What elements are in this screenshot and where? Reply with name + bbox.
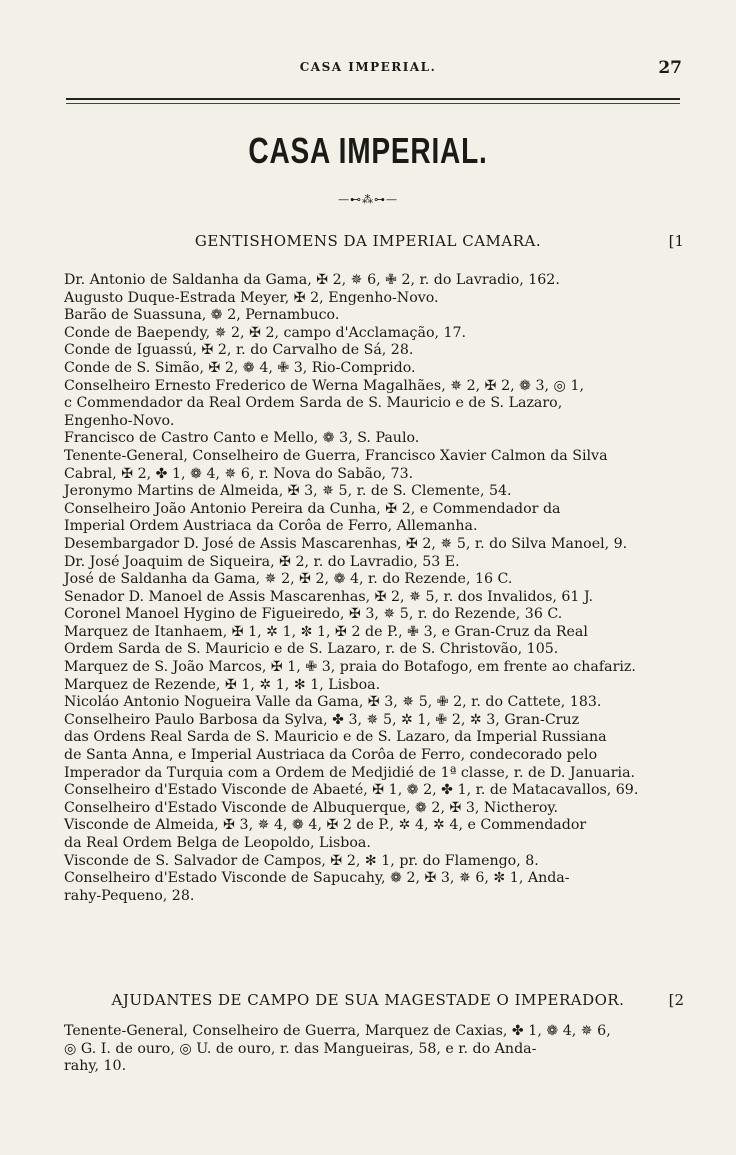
- list-item: [64, 483, 696, 501]
- entry-line: Conde de Baependy, ✵ 2, ✠ 2, campo d'Acclamação, 17.: [64, 324, 467, 341]
- entry-line: Augusto Duque-Estrada Meyer, ✠ 2, Engenho-Novo.: [64, 289, 439, 306]
- list-item: [64, 817, 696, 852]
- list-item: [64, 342, 696, 360]
- entry-line: da Real Ordem Belga de Leopoldo, Lisboa.: [64, 835, 371, 851]
- header-rule: [66, 98, 680, 100]
- entry-list-camara: [64, 272, 696, 905]
- entry-line: Imperador da Turquia com a Ordem de Medjidié de 1ª classe, r. de D. Januaria.: [64, 764, 636, 781]
- entry-line: Senador D. Manoel de Assis Mascarenhas, ✠ 2, ✵ 5, r. dos Invalidos, 61 J.: [64, 588, 594, 605]
- entry-line: Conselheiro d'Estado Visconde de Albuquerque, ❁ 2, ✠ 3, Nictheroy.: [64, 799, 558, 816]
- entry-line: Tenente-General, Conselheiro de Guerra, Marquez de Caxias, ✤ 1, ❁ 4, ✵ 6,: [64, 1023, 611, 1039]
- list-item: [64, 378, 696, 431]
- header-rule-thin: [66, 103, 680, 104]
- entry-line: Engenho-Novo.: [64, 412, 175, 429]
- entry-line: rahy, 10.: [64, 1058, 127, 1075]
- entry-line: Imperial Ordem Austriaca da Corôa de Ferro, Allemanha.: [64, 518, 478, 535]
- list-item: [64, 782, 696, 800]
- list-item: [64, 290, 696, 308]
- list-item: [64, 659, 696, 677]
- entry-line: Tenente-General, Conselheiro de Guerra, Francisco Xavier Calmon da Silva: [64, 447, 608, 464]
- list-item: [64, 554, 696, 572]
- entry-line: Desembargador D. José de Assis Mascarenhas, ✠ 2, ✵ 5, r. do Silva Manoel, 9.: [64, 535, 628, 552]
- list-item: [64, 536, 696, 554]
- entry-line: Conselheiro Ernesto Frederico de Werna Magalhães, ✵ 2, ✠ 2, ❁ 3, ◎ 1,: [64, 377, 584, 394]
- page-title: CASA IMPERIAL.: [248, 130, 488, 171]
- list-item: [64, 712, 696, 782]
- entry-line: Jeronymo Martins de Almeida, ✠ 3, ✵ 5, r. de S. Clemente, 54.: [64, 483, 512, 500]
- list-item: [64, 325, 696, 343]
- entry-line: das Ordens Real Sarda de S. Mauricio e de S. Lazaro, da Imperial Russiana: [64, 729, 607, 746]
- entry-line: Conselheiro d'Estado Visconde de Abaeté, ✠ 1, ❁ 2, ✤ 1, r. de Matacavallos, 69.: [64, 782, 639, 799]
- entry-line: Cabral, ✠ 2, ✤ 1, ❁ 4, ✵ 6, r. Nova do Sabão, 73.: [64, 465, 414, 482]
- entry-line: Visconde de S. Salvador de Campos, ✠ 2, ✻ 1, pr. do Flamengo, 8.: [64, 852, 539, 869]
- entry-line: rahy-Pequeno, 28.: [64, 887, 195, 904]
- list-item: [64, 272, 696, 290]
- entry-line: Conselheiro Paulo Barbosa da Sylva, ✤ 3, ✵ 5, ✲ 1, ✙ 2, ✲ 3, Gran-Cruz: [64, 711, 580, 728]
- entry-line: Marquez de Itanhaem, ✠ 1, ✲ 1, ✼ 1, ✠ 2 de P., ✙ 3, e Gran-Cruz da Real: [64, 623, 588, 640]
- section-number-1: [1: [668, 232, 684, 250]
- list-item: [64, 677, 696, 695]
- entry-line: Nicoláo Antonio Nogueira Valle da Gama, ✠ 3, ✵ 5, ✙ 2, r. do Cattete, 183.: [64, 694, 602, 711]
- entry-line: Francisco de Castro Canto e Mello, ❁ 3, S. Paulo.: [64, 430, 420, 447]
- entry-line: Ordem Sarda de S. Mauricio e de S. Lazaro, r. de S. Christovão, 105.: [64, 641, 559, 658]
- list-item: [64, 606, 696, 624]
- entry-line: c Commendador da Real Ordem Sarda de S. Mauricio e de S. Lazaro,: [64, 395, 563, 412]
- list-item: [64, 1023, 696, 1076]
- entry-line: Conde de Iguassú, ✠ 2, r. do Carvalho de Sá, 28.: [64, 342, 414, 359]
- list-item: [64, 694, 696, 712]
- entry-line: de Santa Anna, e Imperial Austriaca da Corôa de Ferro, condecorado pelo: [64, 747, 598, 764]
- list-item: [64, 307, 696, 325]
- ornament-divider: —⊷⁂⊶—: [338, 193, 398, 206]
- entry-line: Marquez de Rezende, ✠ 1, ✲ 1, ✻ 1, Lisboa.: [64, 676, 381, 693]
- entry-line: Barão de Suassuna, ❁ 2, Pernambuco.: [64, 307, 340, 324]
- entry-line: José de Saldanha da Gama, ✵ 2, ✠ 2, ❁ 4, r. do Rezende, 16 C.: [64, 571, 513, 588]
- list-item: [64, 853, 696, 871]
- entry-line: Visconde de Almeida, ✠ 3, ✵ 4, ❁ 4, ✠ 2 de P., ✲ 4, ✲ 4, e Commendador: [64, 817, 587, 834]
- page-number: 27: [658, 58, 682, 78]
- section-heading-ajudantes: AJUDANTES DE CAMPO DE SUA MAGESTADE O IMPERADOR.: [111, 991, 625, 1009]
- entry-line: Conde de S. Simão, ✠ 2, ❁ 4, ✙ 3, Rio-Comprido.: [64, 359, 416, 376]
- entry-line: Conselheiro d'Estado Visconde de Sapucahy, ❁ 2, ✠ 3, ✵ 6, ✼ 1, Anda-: [64, 870, 570, 887]
- entry-line: Marquez de S. João Marcos, ✠ 1, ✙ 3, praia do Botafogo, em frente ao chafariz.: [64, 659, 636, 676]
- list-item: [64, 448, 696, 483]
- section-number-2: [2: [668, 991, 684, 1009]
- entry-list-ajudantes: [64, 1023, 696, 1076]
- running-head: CASA IMPERIAL.: [299, 60, 437, 74]
- list-item: [64, 800, 696, 818]
- entry-line: Dr. Antonio de Saldanha da Gama, ✠ 2, ✵ 6, ✙ 2, r. do Lavradio, 162.: [64, 272, 560, 288]
- list-item: [64, 589, 696, 607]
- entry-line: Dr. José Joaquim de Siqueira, ✠ 2, r. do Lavradio, 53 E.: [64, 553, 460, 570]
- list-item: [64, 870, 696, 905]
- section-heading-camara: GENTISHOMENS DA IMPERIAL CAMARA.: [194, 232, 542, 250]
- entry-line: Coronel Manoel Hygino de Figueiredo, ✠ 3, ✵ 5, r. do Rezende, 36 C.: [64, 606, 563, 623]
- entry-line: Conselheiro João Antonio Pereira da Cunha, ✠ 2, e Commendador da: [64, 500, 561, 517]
- list-item: [64, 360, 696, 378]
- list-item: [64, 624, 696, 659]
- list-item: [64, 571, 696, 589]
- list-item: [64, 430, 696, 448]
- entry-line: ◎ G. I. de ouro, ◎ U. de ouro, r. das Mangueiras, 58, e r. do Anda-: [64, 1040, 537, 1057]
- list-item: [64, 501, 696, 536]
